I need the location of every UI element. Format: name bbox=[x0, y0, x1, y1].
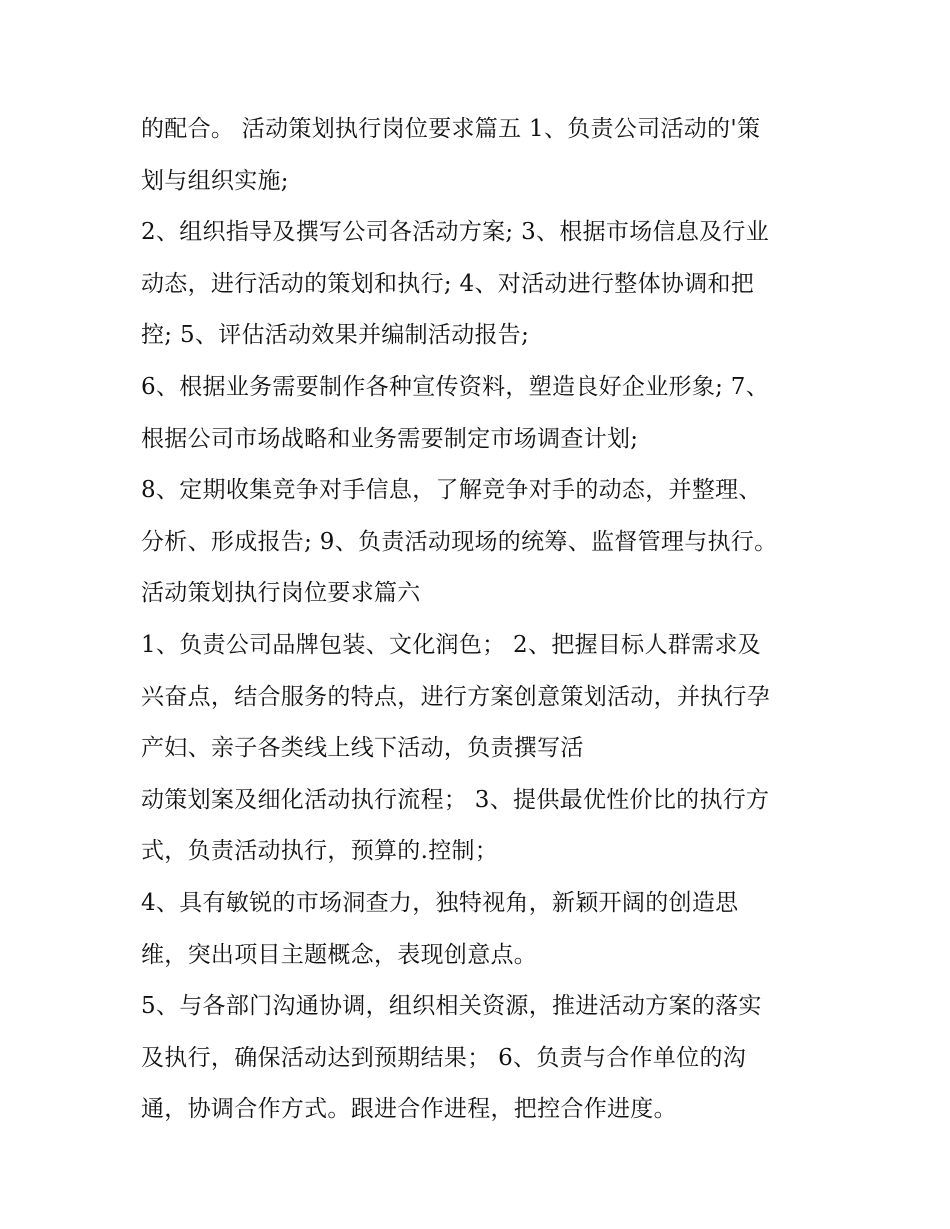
text-line: 兴奋点，结合服务的特点，进行方案创意策划活动，并执行孕 bbox=[141, 683, 771, 710]
text-line: 4、具有敏锐的市场洞查力，独特视角，新颖开阔的创造思 bbox=[141, 889, 739, 916]
text-line: 划与组织实施; bbox=[141, 167, 289, 194]
text-line: 式，负责活动执行，预算的.控制； bbox=[141, 838, 499, 865]
text-line: 维，突出项目主题概念，表现创意点。 bbox=[141, 941, 538, 968]
text-line: 根据公司市场战略和业务需要制定市场调查计划; bbox=[141, 425, 639, 452]
text-line: 1、负责公司品牌包装、文化润色； 2、把握目标人群需求及 bbox=[141, 631, 761, 658]
text-line: 8、定期收集竞争对手信息，了解竞争对手的动态，并整理、 bbox=[141, 477, 762, 504]
text-line: 6、根据业务需要制作各种宣传资料，塑造良好企业形象; 7、 bbox=[141, 373, 770, 400]
text-line: 2、组织指导及撰写公司各活动方案; 3、根据市场信息及行业 bbox=[141, 219, 770, 246]
text-line: 动策划案及细化活动执行流程； 3、提供最优性价比的执行方 bbox=[141, 786, 770, 813]
body-text bbox=[141, 104, 821, 1136]
text-line: 分析、形成报告; 9、负责活动现场的统筹、监督管理与执行。 bbox=[141, 528, 778, 555]
text-line: 及执行，确保活动达到预期结果； 6、负责与合作单位的沟 bbox=[141, 1044, 747, 1071]
text-line: 产妇、亲子各类线上线下活动，负责撰写活 bbox=[141, 735, 584, 762]
text-line: 5、与各部门沟通协调，组织相关资源，推进活动方案的落实 bbox=[141, 993, 762, 1020]
text-line: 动态，进行活动的策划和执行; 4、对活动进行整体协调和把 bbox=[141, 270, 755, 297]
text-line: 控; 5、评估活动效果并编制活动报告; bbox=[141, 322, 530, 349]
text-line: 通，协调合作方式。跟进合作进程，把控合作进度。 bbox=[141, 1096, 677, 1123]
section-heading: 活动策划执行岗位要求篇六 bbox=[141, 580, 421, 607]
text-line: 的配合。 活动策划执行岗位要求篇五 1、负责公司活动的'策 bbox=[141, 116, 761, 142]
